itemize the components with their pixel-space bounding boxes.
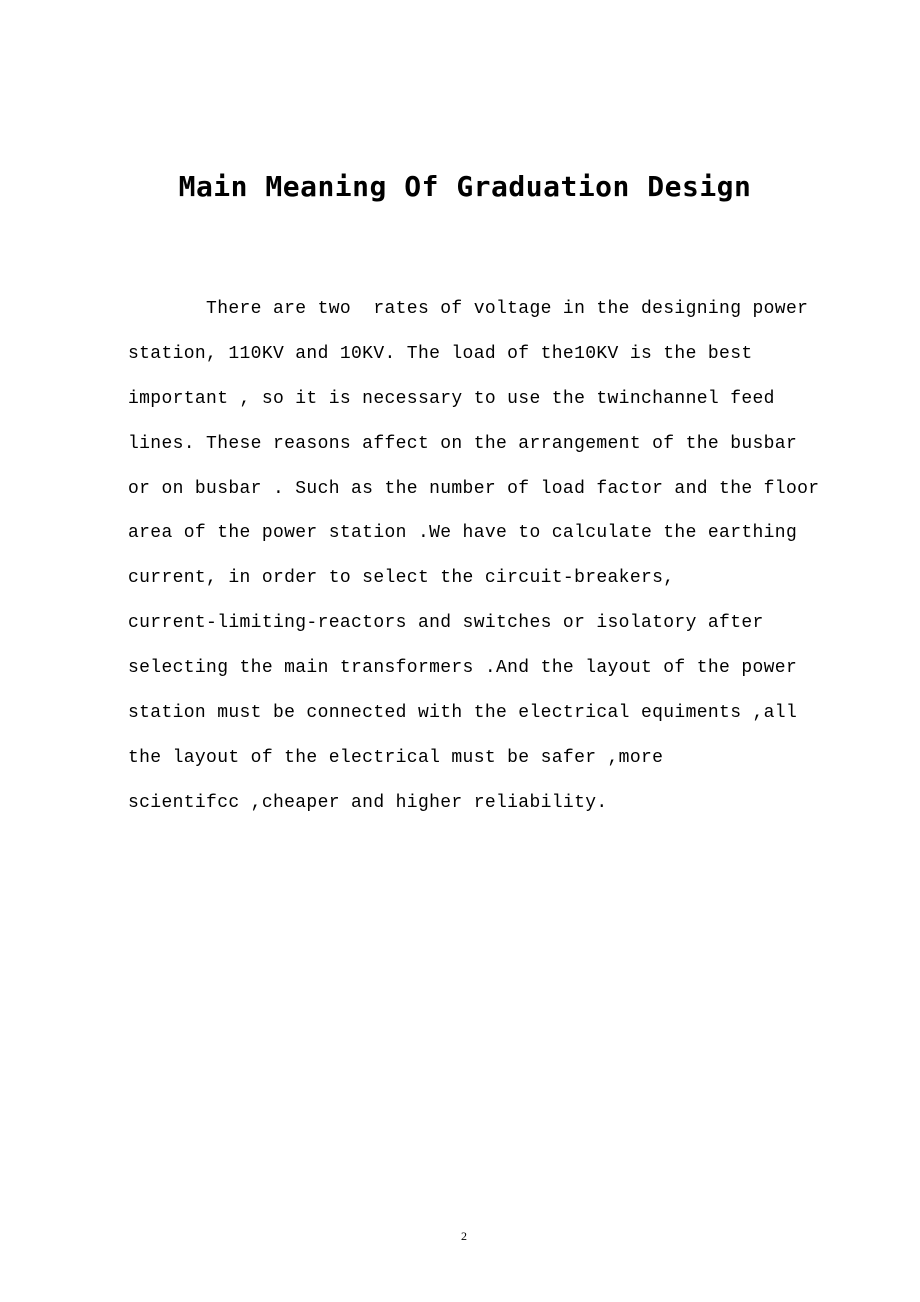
text-line: scientifcc ,cheaper and higher reliability. xyxy=(128,792,608,813)
text-line: or on busbar . Such as the number of load factor and the floor xyxy=(128,478,820,499)
text-line: station must be connected with the electrical equiments ,all xyxy=(128,703,798,724)
text-line: current-limiting-reactors and switches or isolatory after xyxy=(128,613,764,634)
page-number: 2 xyxy=(461,1229,467,1243)
text-line: the layout of the electrical must be safer ,more xyxy=(128,747,664,768)
text-line: lines. These reasons affect on the arrangement of the busbar xyxy=(128,433,798,454)
text-line: current, in order to select the circuit-breakers, xyxy=(128,568,675,589)
text-line: There are two rates of voltage in the designing power xyxy=(128,299,809,319)
text-line: important , so it is necessary to use the twinchannel feed xyxy=(128,388,775,409)
text-line: station, 110KV and 10KV. The load of the10KV is the best xyxy=(128,343,753,364)
text-line: selecting the main transformers .And the layout of the power xyxy=(128,658,798,679)
text-line: area of the power station .We have to calculate the earthing xyxy=(128,523,798,544)
document-title: Main Meaning Of Graduation Design xyxy=(178,170,752,203)
body-paragraph xyxy=(128,293,818,832)
